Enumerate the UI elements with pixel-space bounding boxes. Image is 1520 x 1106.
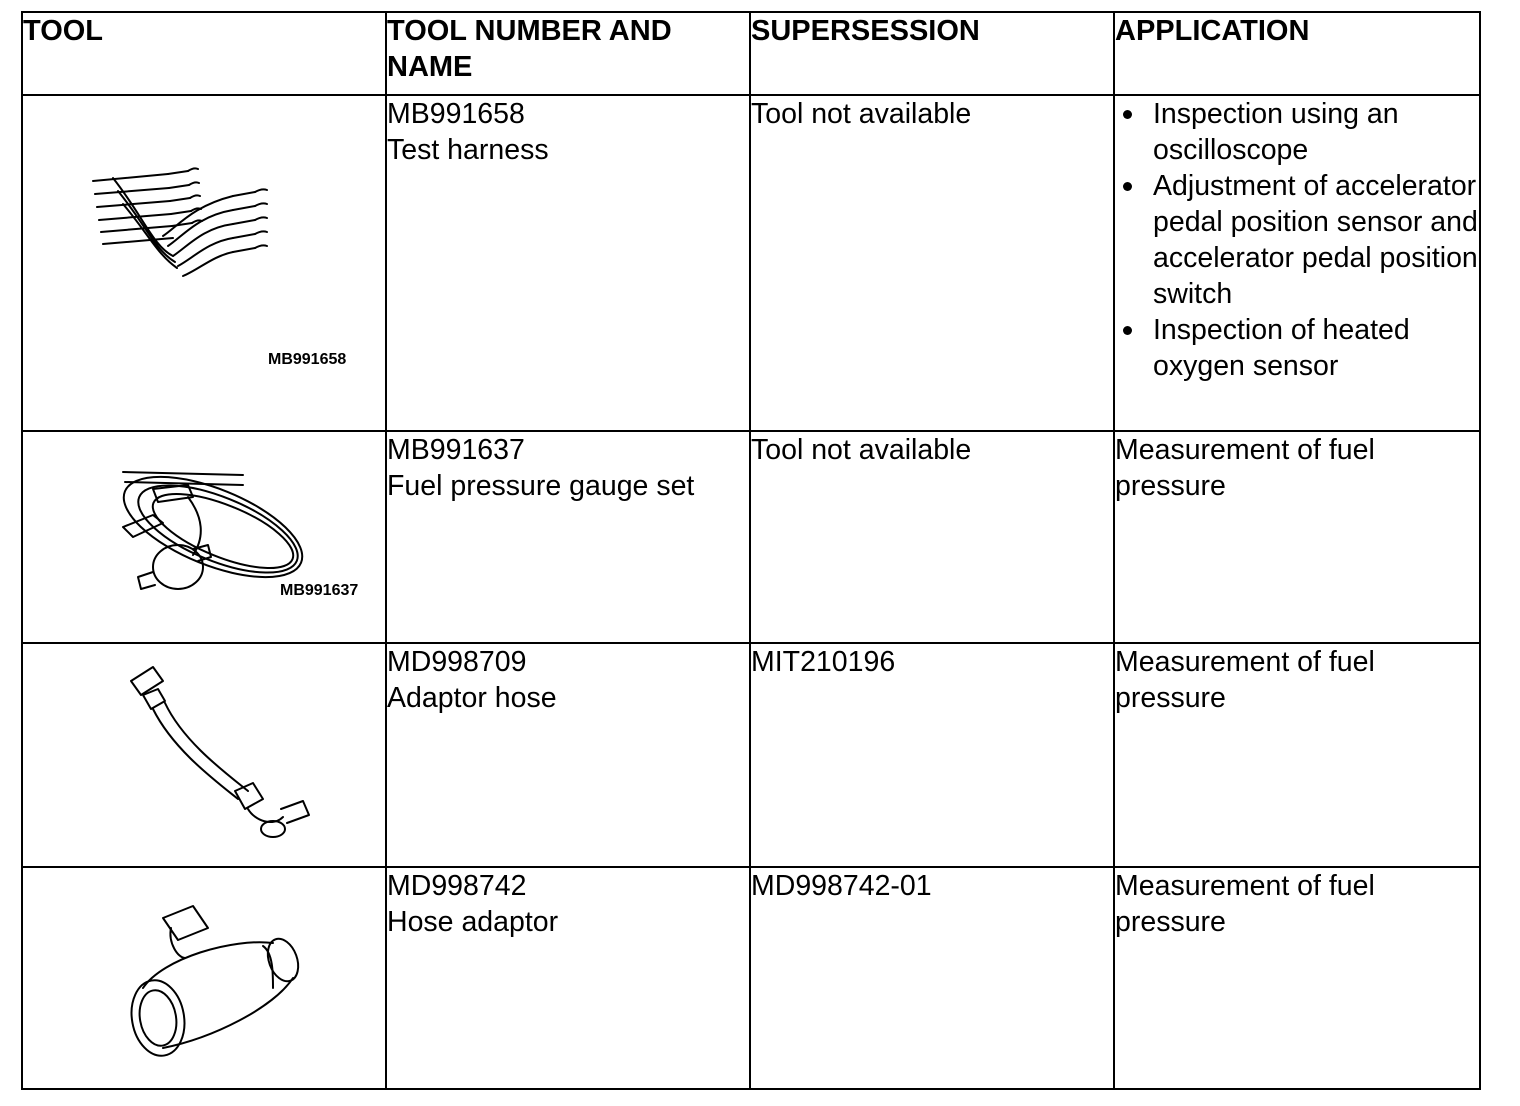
table-row [22,431,1480,643]
header-supersession: SUPERSESSION [750,12,1114,95]
application-cell: Measurement of fuel pressure [1114,867,1480,1089]
table-row [22,95,1480,431]
tool-image-cell [22,95,386,431]
supersession-cell: Tool not available [750,95,1114,431]
application-item: Inspection using an oscilloscope [1153,96,1479,168]
test-harness-illustration-icon [83,116,283,296]
tool-name: Fuel pressure gauge set [387,470,695,502]
tool-image-cell [22,643,386,867]
supersession-cell: Tool not available [750,431,1114,643]
table-row [22,867,1480,1089]
supersession-cell: MD998742-01 [750,867,1114,1089]
application-item: Adjustment of accelerator pedal position sensor and accelerator pedal position switch [1153,170,1478,310]
tool-name: Adaptor hose [387,682,557,714]
tool-number-and-name-cell [386,643,750,867]
application-cell: Measurement of fuel pressure [1114,431,1480,643]
hose-adaptor-illustration-icon [123,898,323,1068]
tool-image-cell [22,431,386,643]
tool-number: MD998709 [387,646,527,678]
table-row [22,643,1480,867]
special-tools-table [21,11,1481,1090]
header-tool: TOOL [22,12,386,95]
application-cell: Measurement of fuel pressure [1114,643,1480,867]
tool-name: Test harness [387,134,549,166]
tool-number: MB991658 [387,98,525,130]
tool-number: MB991637 [387,434,525,466]
tool-number-and-name-cell [386,867,750,1089]
tool-name: Hose adaptor [387,906,559,938]
supersession-cell: MIT210196 [750,643,1114,867]
tool-number-and-name-cell [386,431,750,643]
tool-image-caption: MB991658 [268,351,347,368]
application-item: Inspection of heated oxygen sensor [1153,312,1479,384]
tool-image-caption: MB991637 [280,582,359,599]
tool-number: MD998742 [387,870,527,902]
header-tool-number-and-name: TOOL NUMBER AND NAME [386,12,750,95]
application-cell [1114,95,1480,431]
table-header-row [22,12,1480,95]
header-application: APPLICATION [1114,12,1480,95]
tool-number-and-name-cell [386,95,750,431]
tool-image-cell [22,867,386,1089]
application-list [1115,96,1479,384]
adaptor-hose-illustration-icon [123,659,323,859]
